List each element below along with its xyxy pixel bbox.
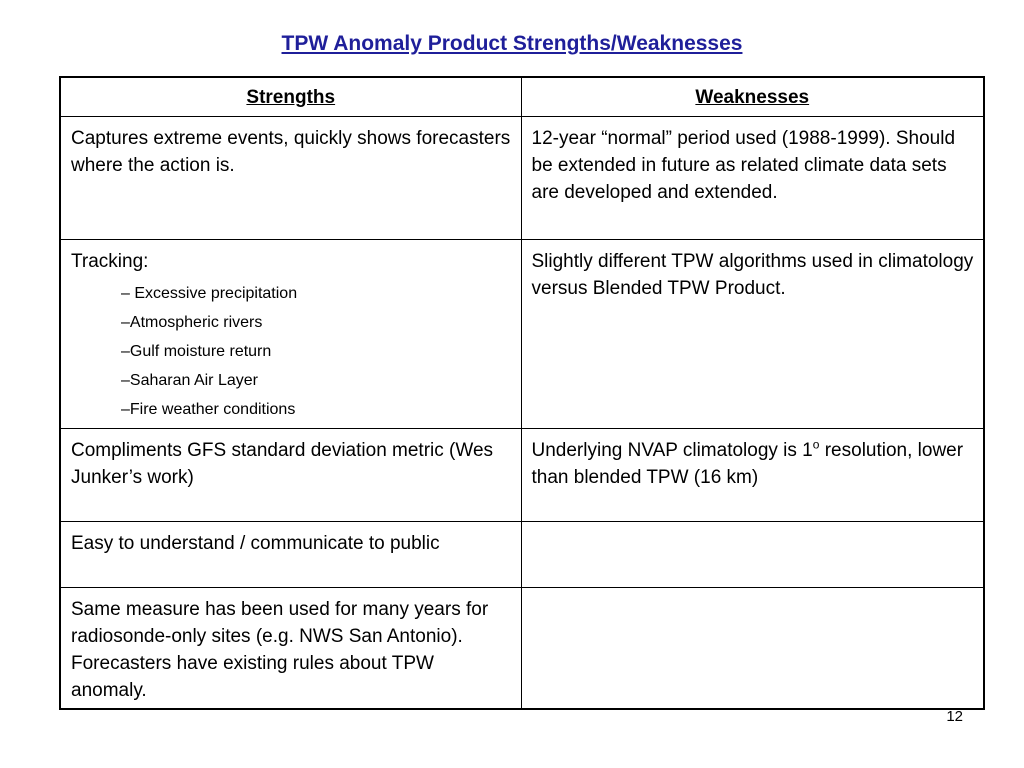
list-item: –Fire weather conditions bbox=[121, 401, 296, 418]
weakness-text bbox=[532, 437, 975, 491]
weakness-text-part: Underlying NVAP climatology is 1 bbox=[531, 440, 813, 461]
weakness-cell bbox=[521, 117, 984, 240]
weakness-text: Slightly different TPW algorithms used in climatology versus Blended TPW Product. bbox=[531, 251, 974, 299]
strength-cell bbox=[60, 588, 521, 710]
table-row bbox=[60, 117, 984, 240]
table-header-row bbox=[60, 77, 984, 117]
weakness-cell bbox=[521, 588, 984, 710]
list-item: –Saharan Air Layer bbox=[121, 372, 258, 389]
list-item: –Atmospheric rivers bbox=[121, 314, 263, 331]
weakness-cell bbox=[521, 429, 984, 522]
table-row bbox=[60, 240, 984, 429]
degree-superscript: o bbox=[812, 437, 820, 452]
table-row bbox=[60, 429, 984, 522]
strength-text: Tracking: bbox=[71, 251, 149, 272]
tracking-sub-list bbox=[71, 279, 512, 424]
strength-text: Same measure has been used for many years for radiosonde-only sites (e.g. NWS San Antonio). Forecasters have existing rules about TPW anomaly. bbox=[71, 599, 489, 701]
weakness-text-part: resolution, lower than blended TPW (16 km) bbox=[531, 440, 964, 488]
page-title: TPW Anomaly Product Strengths/Weaknesses bbox=[281, 32, 743, 55]
list-item: – Excessive precipitation bbox=[121, 285, 298, 302]
strength-cell bbox=[60, 522, 521, 588]
strength-cell bbox=[60, 429, 521, 522]
strengths-weaknesses-table bbox=[59, 76, 985, 710]
weakness-text: 12-year “normal” period used (1988-1999). Should be extended in future as related climate data sets are developed and extended. bbox=[531, 128, 956, 203]
strength-cell bbox=[60, 117, 521, 240]
strengths-header: Strengths bbox=[60, 77, 521, 117]
strength-text: Compliments GFS standard deviation metric (Wes Junker’s work) bbox=[71, 440, 494, 488]
page-number: 12 bbox=[946, 708, 963, 725]
weakness-cell bbox=[521, 522, 984, 588]
strength-text: Easy to understand / communicate to public bbox=[71, 533, 440, 554]
strength-cell bbox=[60, 240, 521, 429]
weaknesses-header: Weaknesses bbox=[521, 77, 984, 117]
strength-text: Captures extreme events, quickly shows forecasters where the action is. bbox=[71, 128, 511, 176]
weakness-cell bbox=[521, 240, 984, 429]
list-item: –Gulf moisture return bbox=[121, 343, 272, 360]
table-row bbox=[60, 522, 984, 588]
table-row bbox=[60, 588, 984, 710]
